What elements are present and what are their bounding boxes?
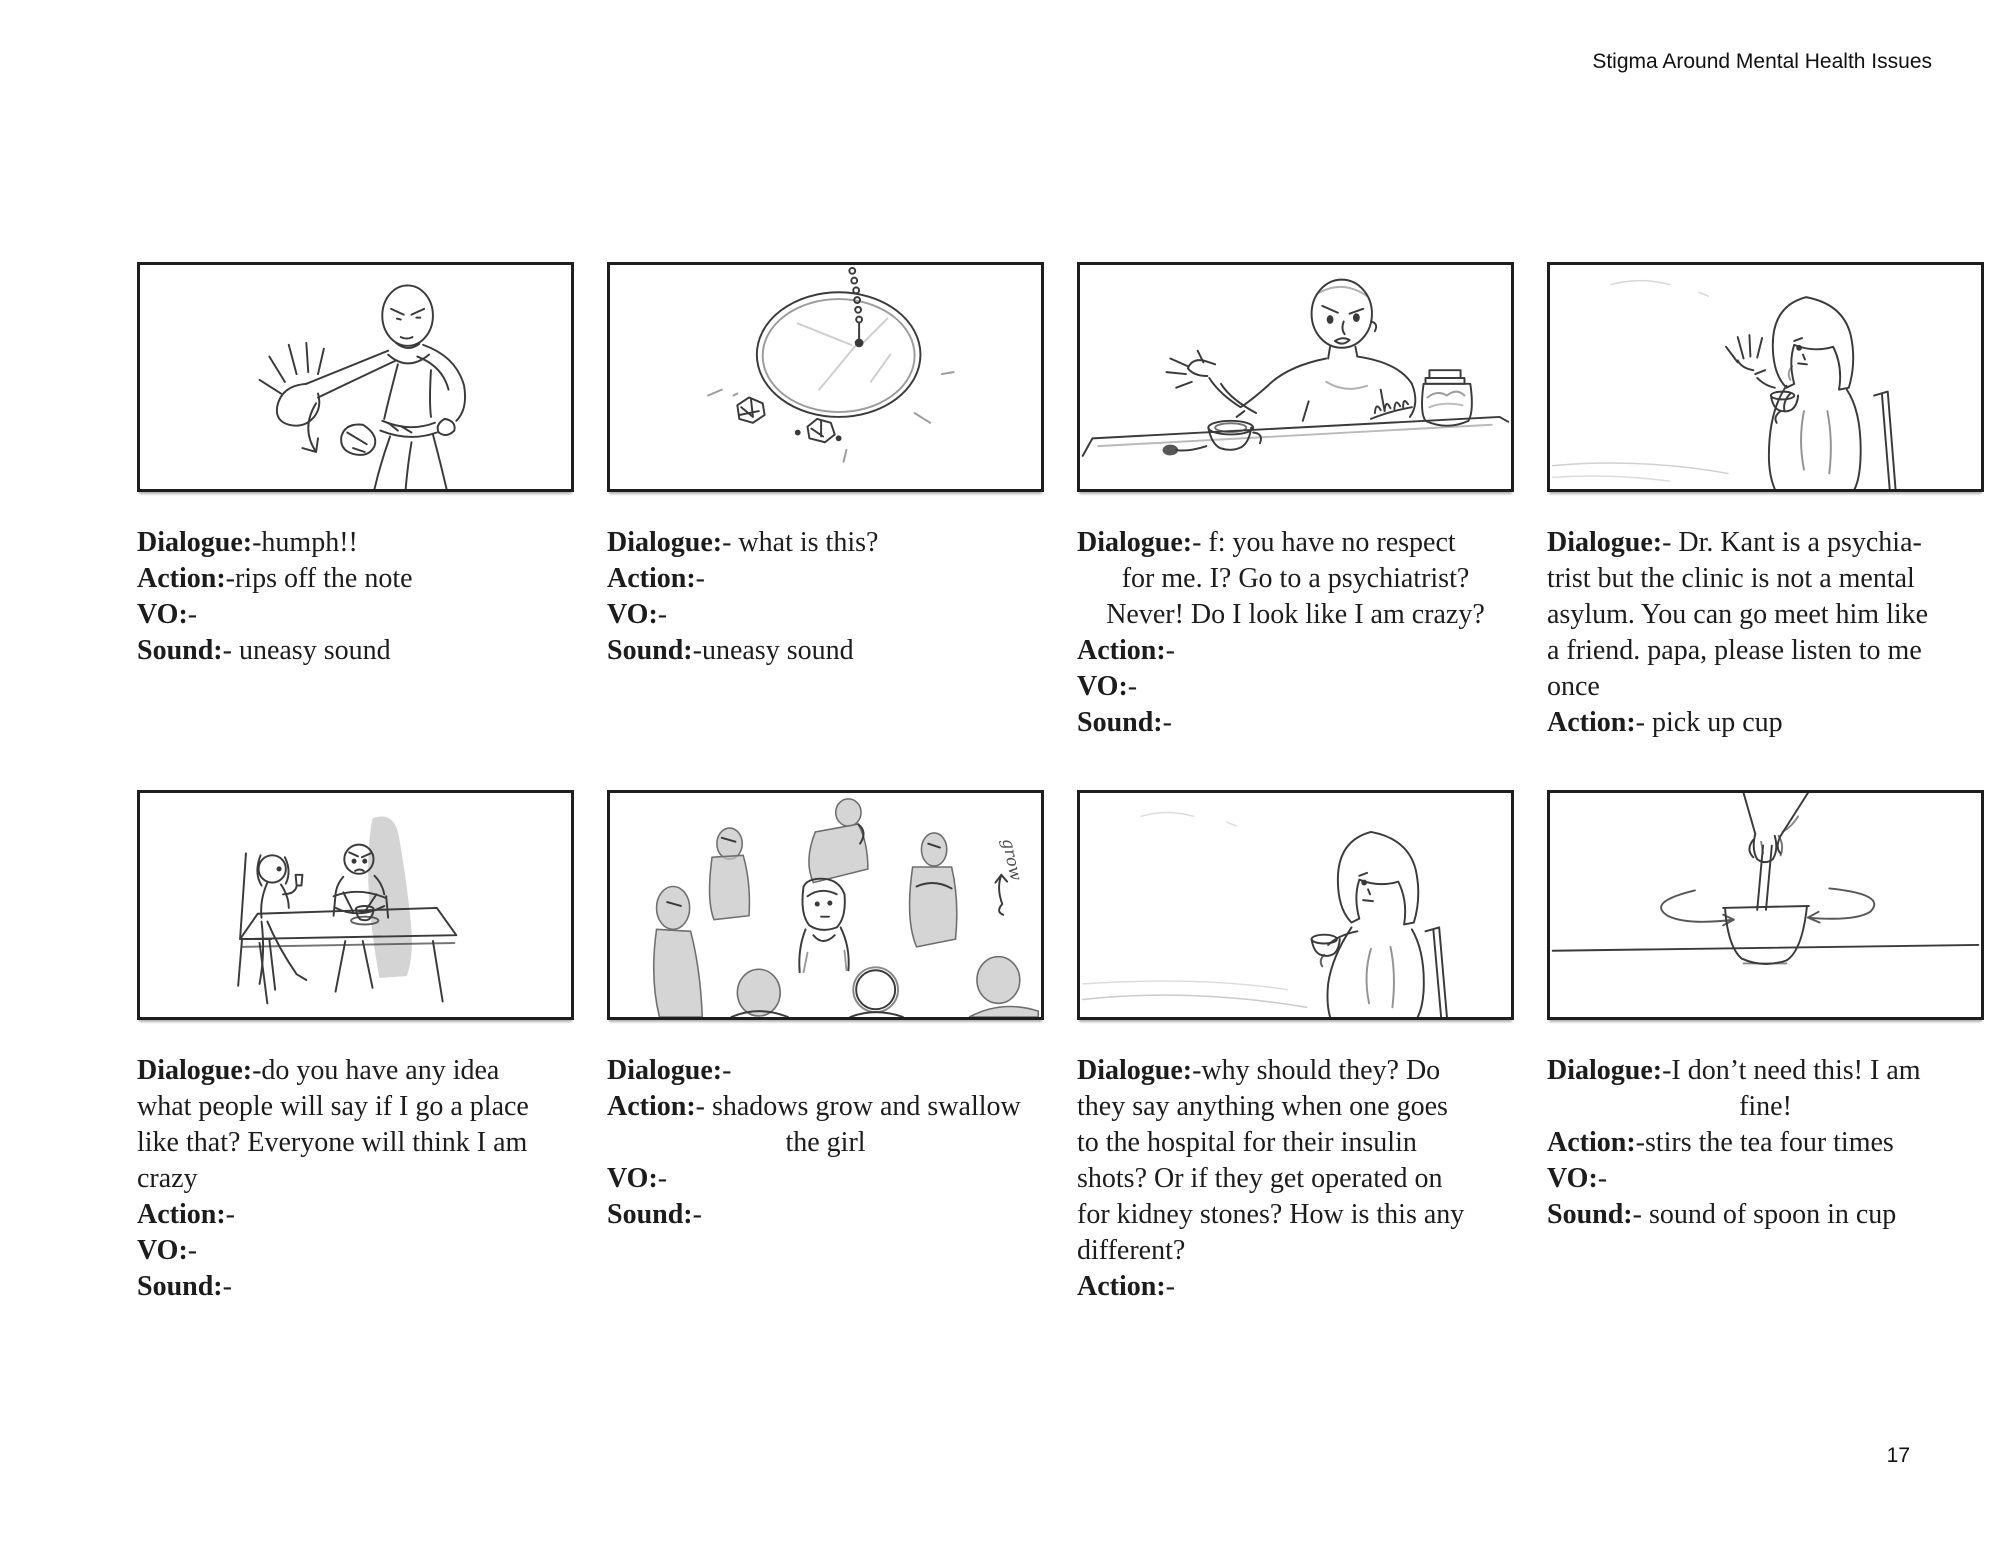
field-row xyxy=(607,1089,1044,1161)
field-value: - shadows grow and swallow xyxy=(695,1091,1021,1122)
field-value: - xyxy=(657,599,668,630)
field-value-line: shots? Or if they get operated on xyxy=(1077,1163,1443,1194)
field-label: Action: xyxy=(1077,635,1166,666)
field-row xyxy=(137,525,574,561)
field-row xyxy=(1547,705,1984,741)
field-row xyxy=(1547,1161,1984,1197)
storyboard-panel-3 xyxy=(1077,262,1514,790)
field-value-line: crazy xyxy=(137,1163,198,1194)
panel-fields xyxy=(607,492,1044,669)
field-value: - xyxy=(1162,707,1172,738)
field-value-line: Never! Do I look like I am crazy? xyxy=(1106,599,1485,630)
page-header: Stigma Around Mental Health Issues xyxy=(1592,50,1932,73)
field-label: Sound: xyxy=(1547,1199,1633,1230)
field-row xyxy=(607,597,1044,633)
page-number: 17 xyxy=(1886,1444,1910,1467)
field-value: - xyxy=(1127,671,1138,702)
field-row xyxy=(137,633,574,669)
field-label: VO: xyxy=(1547,1163,1598,1194)
sketch-shadow-figures-surround-girl xyxy=(610,793,1041,1017)
field-label: Sound: xyxy=(137,1271,223,1302)
field-value: - xyxy=(222,1271,232,1302)
field-value-line: to the hospital for their insulin xyxy=(1077,1127,1417,1158)
sketch-hand-stirring-spoon-in-cup xyxy=(1550,793,1981,1017)
field-label: Sound: xyxy=(607,1199,693,1230)
field-label: Action: xyxy=(1077,1271,1166,1302)
field-label: Action: xyxy=(607,1091,696,1122)
field-row xyxy=(137,1269,574,1305)
field-row xyxy=(137,1233,574,1269)
field-value-line: asylum. You can go meet him like xyxy=(1547,599,1929,630)
field-label: Dialogue: xyxy=(607,527,723,558)
field-value: - what is this? xyxy=(722,527,879,558)
sketch-girl-and-father-with-shadow xyxy=(140,793,571,1017)
field-label: Dialogue: xyxy=(1077,527,1193,558)
field-row xyxy=(607,525,1044,561)
field-label: Dialogue: xyxy=(607,1055,723,1086)
panel-frame xyxy=(607,262,1044,492)
field-label: Action: xyxy=(1547,707,1636,738)
field-value-line: for me. I? Go to a psychiatrist? xyxy=(1121,563,1470,594)
panel-frame xyxy=(1547,790,1984,1020)
panel-fields xyxy=(607,1020,1044,1233)
field-row xyxy=(607,561,1044,597)
field-value: - xyxy=(1165,635,1175,666)
field-value: - sound of spoon in cup xyxy=(1632,1199,1897,1230)
grow-annotation: grow xyxy=(998,836,1026,883)
sketch-angry-man-ripping-note xyxy=(140,265,571,489)
field-value: - xyxy=(187,1235,198,1266)
field-row xyxy=(1077,1269,1514,1305)
sketch-girl-holding-cup-pleading xyxy=(1550,265,1981,489)
field-row xyxy=(1077,669,1514,705)
storyboard-panel-4 xyxy=(1547,262,1984,790)
field-row xyxy=(1547,1125,1984,1161)
field-value: - xyxy=(692,1199,702,1230)
sketch-sad-girl-holding-cup xyxy=(1080,793,1511,1017)
panel-frame xyxy=(607,790,1044,1020)
field-value-line: once xyxy=(1547,671,1600,702)
field-row xyxy=(607,1053,1044,1089)
sketch-angry-father-at-table xyxy=(1080,265,1511,489)
field-label: Sound: xyxy=(607,635,693,666)
field-value: - xyxy=(1165,1271,1175,1302)
panel-fields xyxy=(137,492,574,669)
field-value-line: a friend. papa, please listen to me xyxy=(1547,635,1922,666)
sketch-hanging-dustbin-icon xyxy=(610,265,1041,489)
panel-frame xyxy=(137,790,574,1020)
field-value: - xyxy=(722,1055,732,1086)
field-value-line: the girl xyxy=(785,1127,866,1158)
field-label: Dialogue: xyxy=(1547,1055,1663,1086)
field-label: Sound: xyxy=(1077,707,1163,738)
storyboard-panel-5 xyxy=(137,790,574,1305)
field-label: Action: xyxy=(137,563,226,594)
field-label: Dialogue: xyxy=(1547,527,1663,558)
field-row xyxy=(137,1053,574,1197)
field-value: - xyxy=(695,563,705,594)
field-value: -do you have any idea xyxy=(252,1055,500,1086)
field-value: -uneasy sound xyxy=(692,635,854,666)
panel-frame xyxy=(137,262,574,492)
storyboard-panel-8 xyxy=(1547,790,1984,1305)
field-row xyxy=(607,1161,1044,1197)
storyboard-panel-7 xyxy=(1077,790,1514,1305)
field-row xyxy=(607,1197,1044,1233)
field-value: - pick up cup xyxy=(1635,707,1783,738)
field-label: Dialogue: xyxy=(1077,1055,1193,1086)
field-value: - xyxy=(657,1163,668,1194)
panel-fields xyxy=(137,1020,574,1305)
panel-fields xyxy=(1077,1020,1514,1305)
field-row xyxy=(607,633,1044,669)
field-row xyxy=(1077,525,1514,633)
field-value-line: fine! xyxy=(1739,1091,1792,1122)
field-row xyxy=(1077,1053,1514,1269)
field-label: Action: xyxy=(137,1199,226,1230)
field-row xyxy=(137,561,574,597)
field-value: - xyxy=(225,1199,235,1230)
storyboard-grid xyxy=(137,262,1984,1305)
field-value: -rips off the note xyxy=(225,563,413,594)
panel-frame xyxy=(1077,262,1514,492)
panel-frame xyxy=(1547,262,1984,492)
field-value: -stirs the tea four times xyxy=(1635,1127,1894,1158)
field-label: VO: xyxy=(137,599,188,630)
field-row xyxy=(1547,525,1984,705)
storyboard-panel-2 xyxy=(607,262,1044,790)
panel-fields xyxy=(1547,492,1984,741)
field-value-line: trist but the clinic is not a mental xyxy=(1547,563,1915,594)
field-value: - f: you have no respect xyxy=(1192,527,1456,558)
field-row xyxy=(1077,705,1514,741)
field-value-line: for kidney stones? How is this any xyxy=(1077,1199,1465,1230)
field-label: VO: xyxy=(607,1163,658,1194)
storyboard-panel-1 xyxy=(137,262,574,790)
field-value: - uneasy sound xyxy=(222,635,391,666)
field-row xyxy=(137,597,574,633)
field-value: -humph!! xyxy=(252,527,358,558)
field-label: VO: xyxy=(1077,671,1128,702)
panel-fields xyxy=(1547,1020,1984,1233)
field-value-line: what people will say if I go a place xyxy=(137,1091,529,1122)
field-label: Sound: xyxy=(137,635,223,666)
field-label: Action: xyxy=(607,563,696,594)
field-value: - xyxy=(1597,1163,1608,1194)
field-label: VO: xyxy=(137,1235,188,1266)
field-row xyxy=(1547,1053,1984,1125)
field-value: - xyxy=(187,599,198,630)
field-value-line: like that? Everyone will think I am xyxy=(137,1127,528,1158)
field-label: Action: xyxy=(1547,1127,1636,1158)
field-row xyxy=(1077,633,1514,669)
field-value: -why should they? Do xyxy=(1192,1055,1441,1086)
storyboard-panel-6 xyxy=(607,790,1044,1305)
panel-frame xyxy=(1077,790,1514,1020)
panel-fields xyxy=(1077,492,1514,741)
field-row xyxy=(137,1197,574,1233)
field-value-line: they say anything when one goes xyxy=(1077,1091,1448,1122)
field-label: Dialogue: xyxy=(137,527,253,558)
field-label: Dialogue: xyxy=(137,1055,253,1086)
field-row xyxy=(1547,1197,1984,1233)
field-value: - Dr. Kant is a psychia- xyxy=(1662,527,1922,558)
field-value: -I don’t need this! I am xyxy=(1662,1055,1921,1086)
field-label: VO: xyxy=(607,599,658,630)
field-value-line: different? xyxy=(1077,1235,1186,1266)
